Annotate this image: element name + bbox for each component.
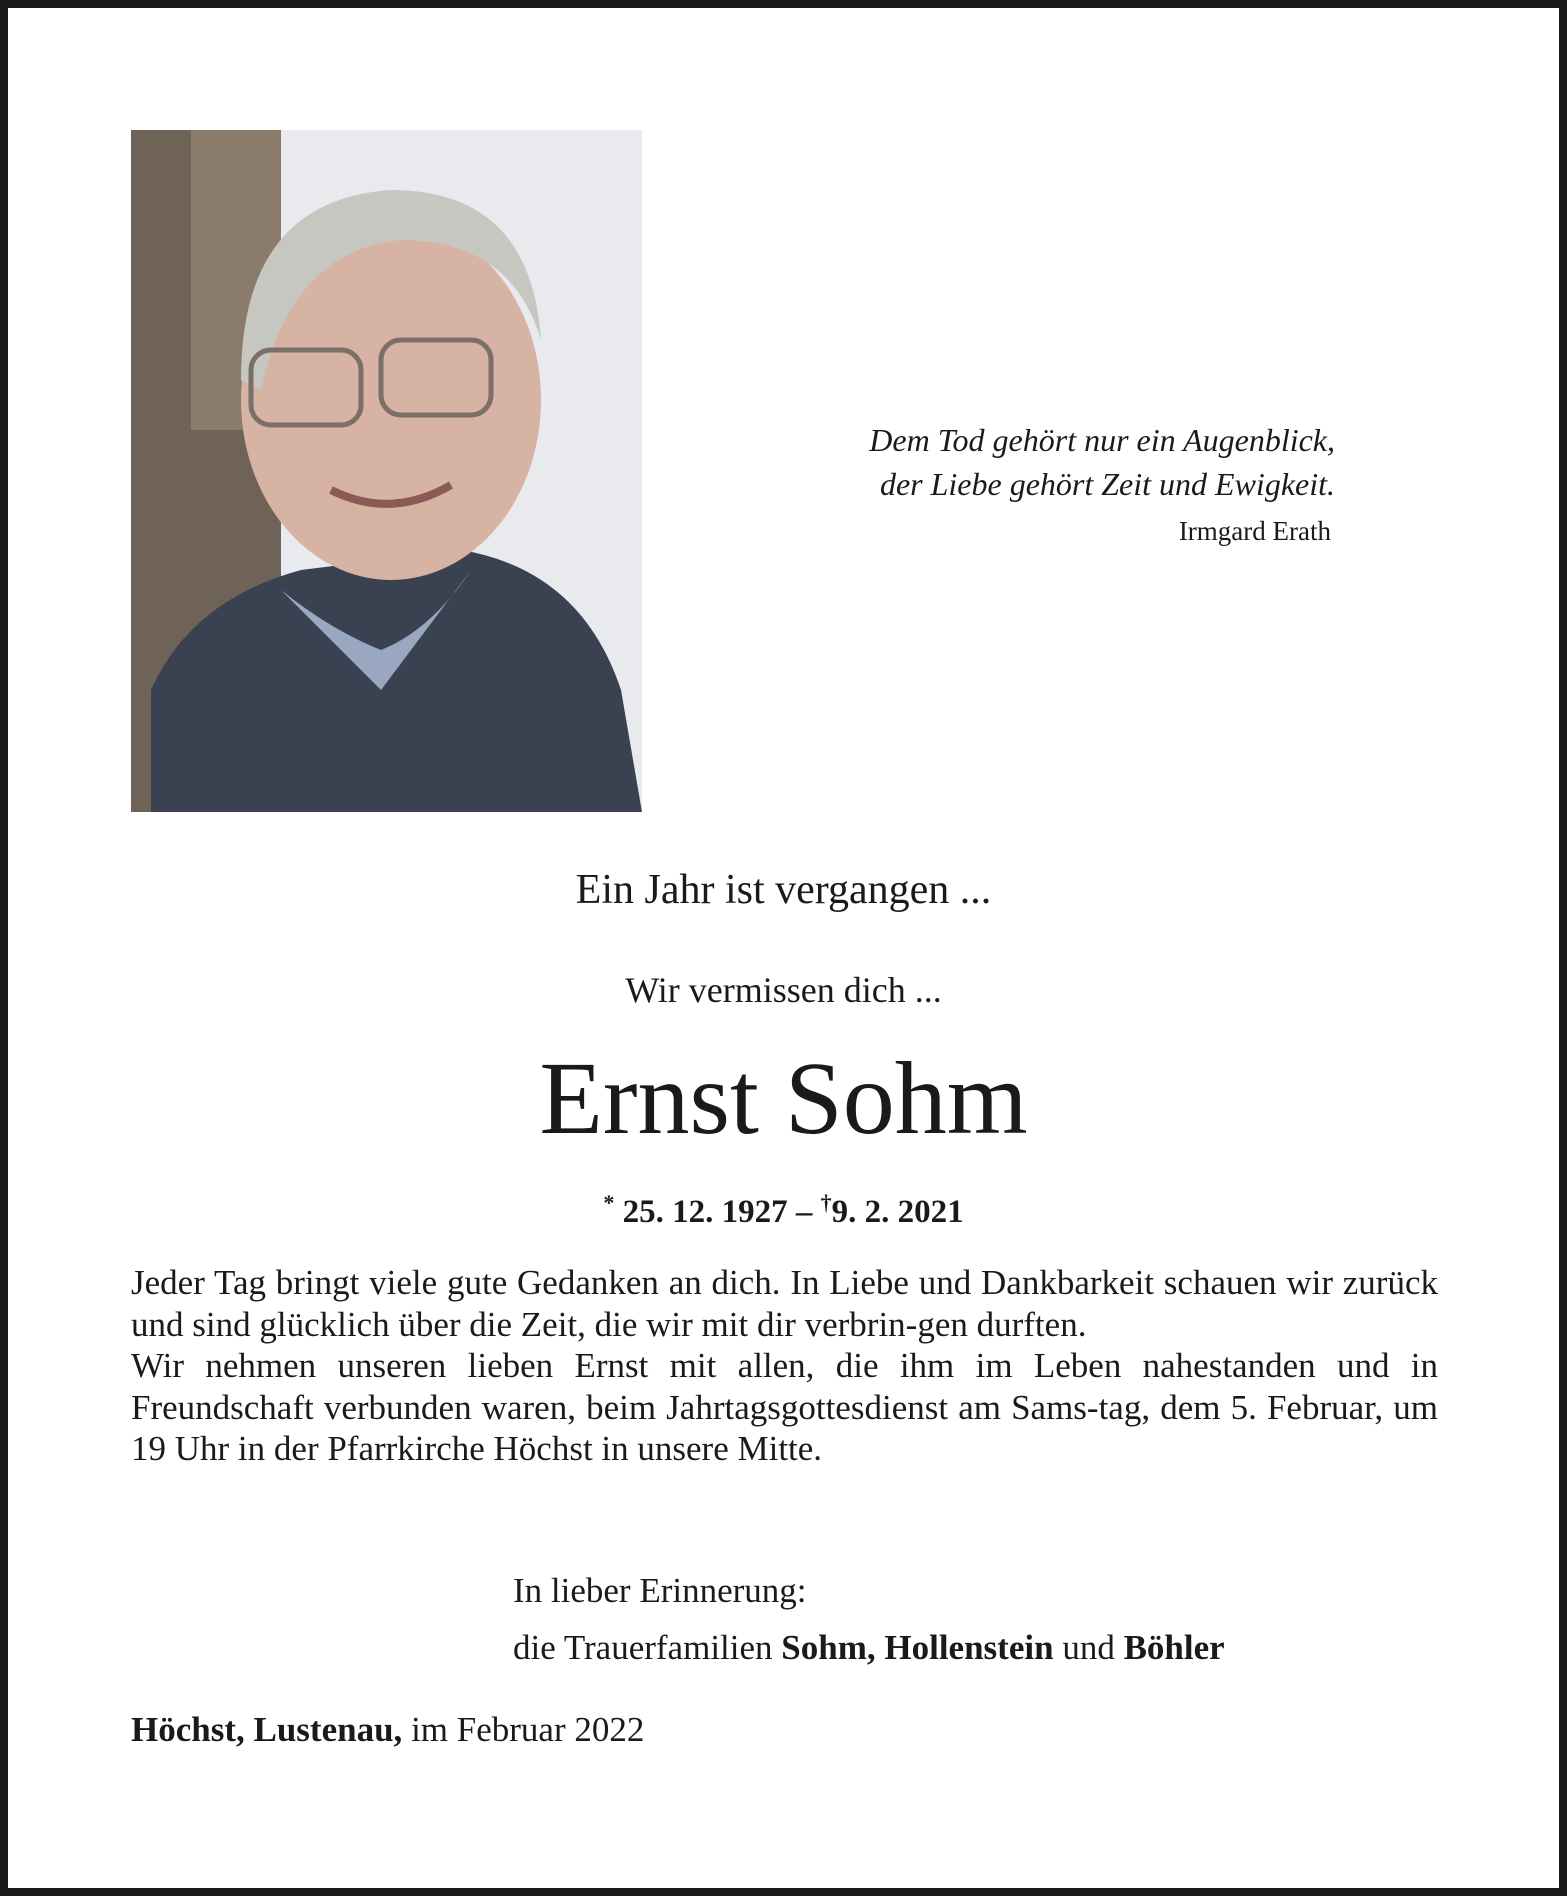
memorial-text [131, 1262, 1438, 1470]
signature-conjunction: und [1062, 1628, 1115, 1667]
death-symbol: † [820, 1190, 832, 1215]
quote-line-1: Dem Tod gehört nur ein Augenblick, [869, 422, 1335, 458]
place-date: im Februar 2022 [411, 1710, 645, 1749]
quote-author: Irmgard Erath [1178, 516, 1331, 546]
signature-intro: In lieber Erinnerung: [513, 1571, 807, 1610]
birth-date: 25. 12. 1927 [622, 1194, 788, 1230]
family-sohm: Sohm, [781, 1628, 876, 1667]
family-hollenstein: Hollenstein [884, 1628, 1054, 1667]
body-paragraph-2: Wir nehmen unseren lieben Ernst mit allen, die ihm im Leben nahestanden und in Freundschaft verbunden waren, beim Jahrtagsgottesdienst am Sams-tag, dem 5. Februar, um 19 Uhr in der Pfarrkirche Höchst in unsere Mitte. [131, 1346, 1438, 1468]
place-towns: Höchst, Lustenau, [131, 1710, 403, 1749]
deceased-name: Ernst Sohm [539, 1041, 1028, 1156]
memorial-quote [700, 418, 1335, 506]
portrait-photo [131, 130, 642, 812]
family-boehler: Böhler [1123, 1628, 1225, 1667]
signature-block [513, 1562, 1225, 1676]
date-separator: – [795, 1194, 813, 1230]
quote-line-2: der Liebe gehört Zeit und Ewigkeit. [879, 466, 1335, 502]
place-date-line [131, 1710, 644, 1750]
death-date: 9. 2. 2021 [831, 1194, 964, 1230]
miss-you-line: Wir vermissen dich ... [625, 970, 942, 1010]
signature-prefix: die Trauerfamilien [513, 1628, 773, 1667]
portrait-illustration [131, 130, 642, 812]
birth-symbol: * [603, 1190, 615, 1215]
body-paragraph-1: Jeder Tag bringt viele gute Gedanken an dich. In Liebe und Dankbarkeit schauen wir zurück und sind glücklich über die Zeit, die wir mit dir verbrin-gen durften. [131, 1263, 1438, 1344]
anniversary-heading: Ein Jahr ist vergangen ... [575, 867, 992, 913]
life-dates [0, 1190, 1567, 1231]
signature-families [513, 1619, 1225, 1676]
